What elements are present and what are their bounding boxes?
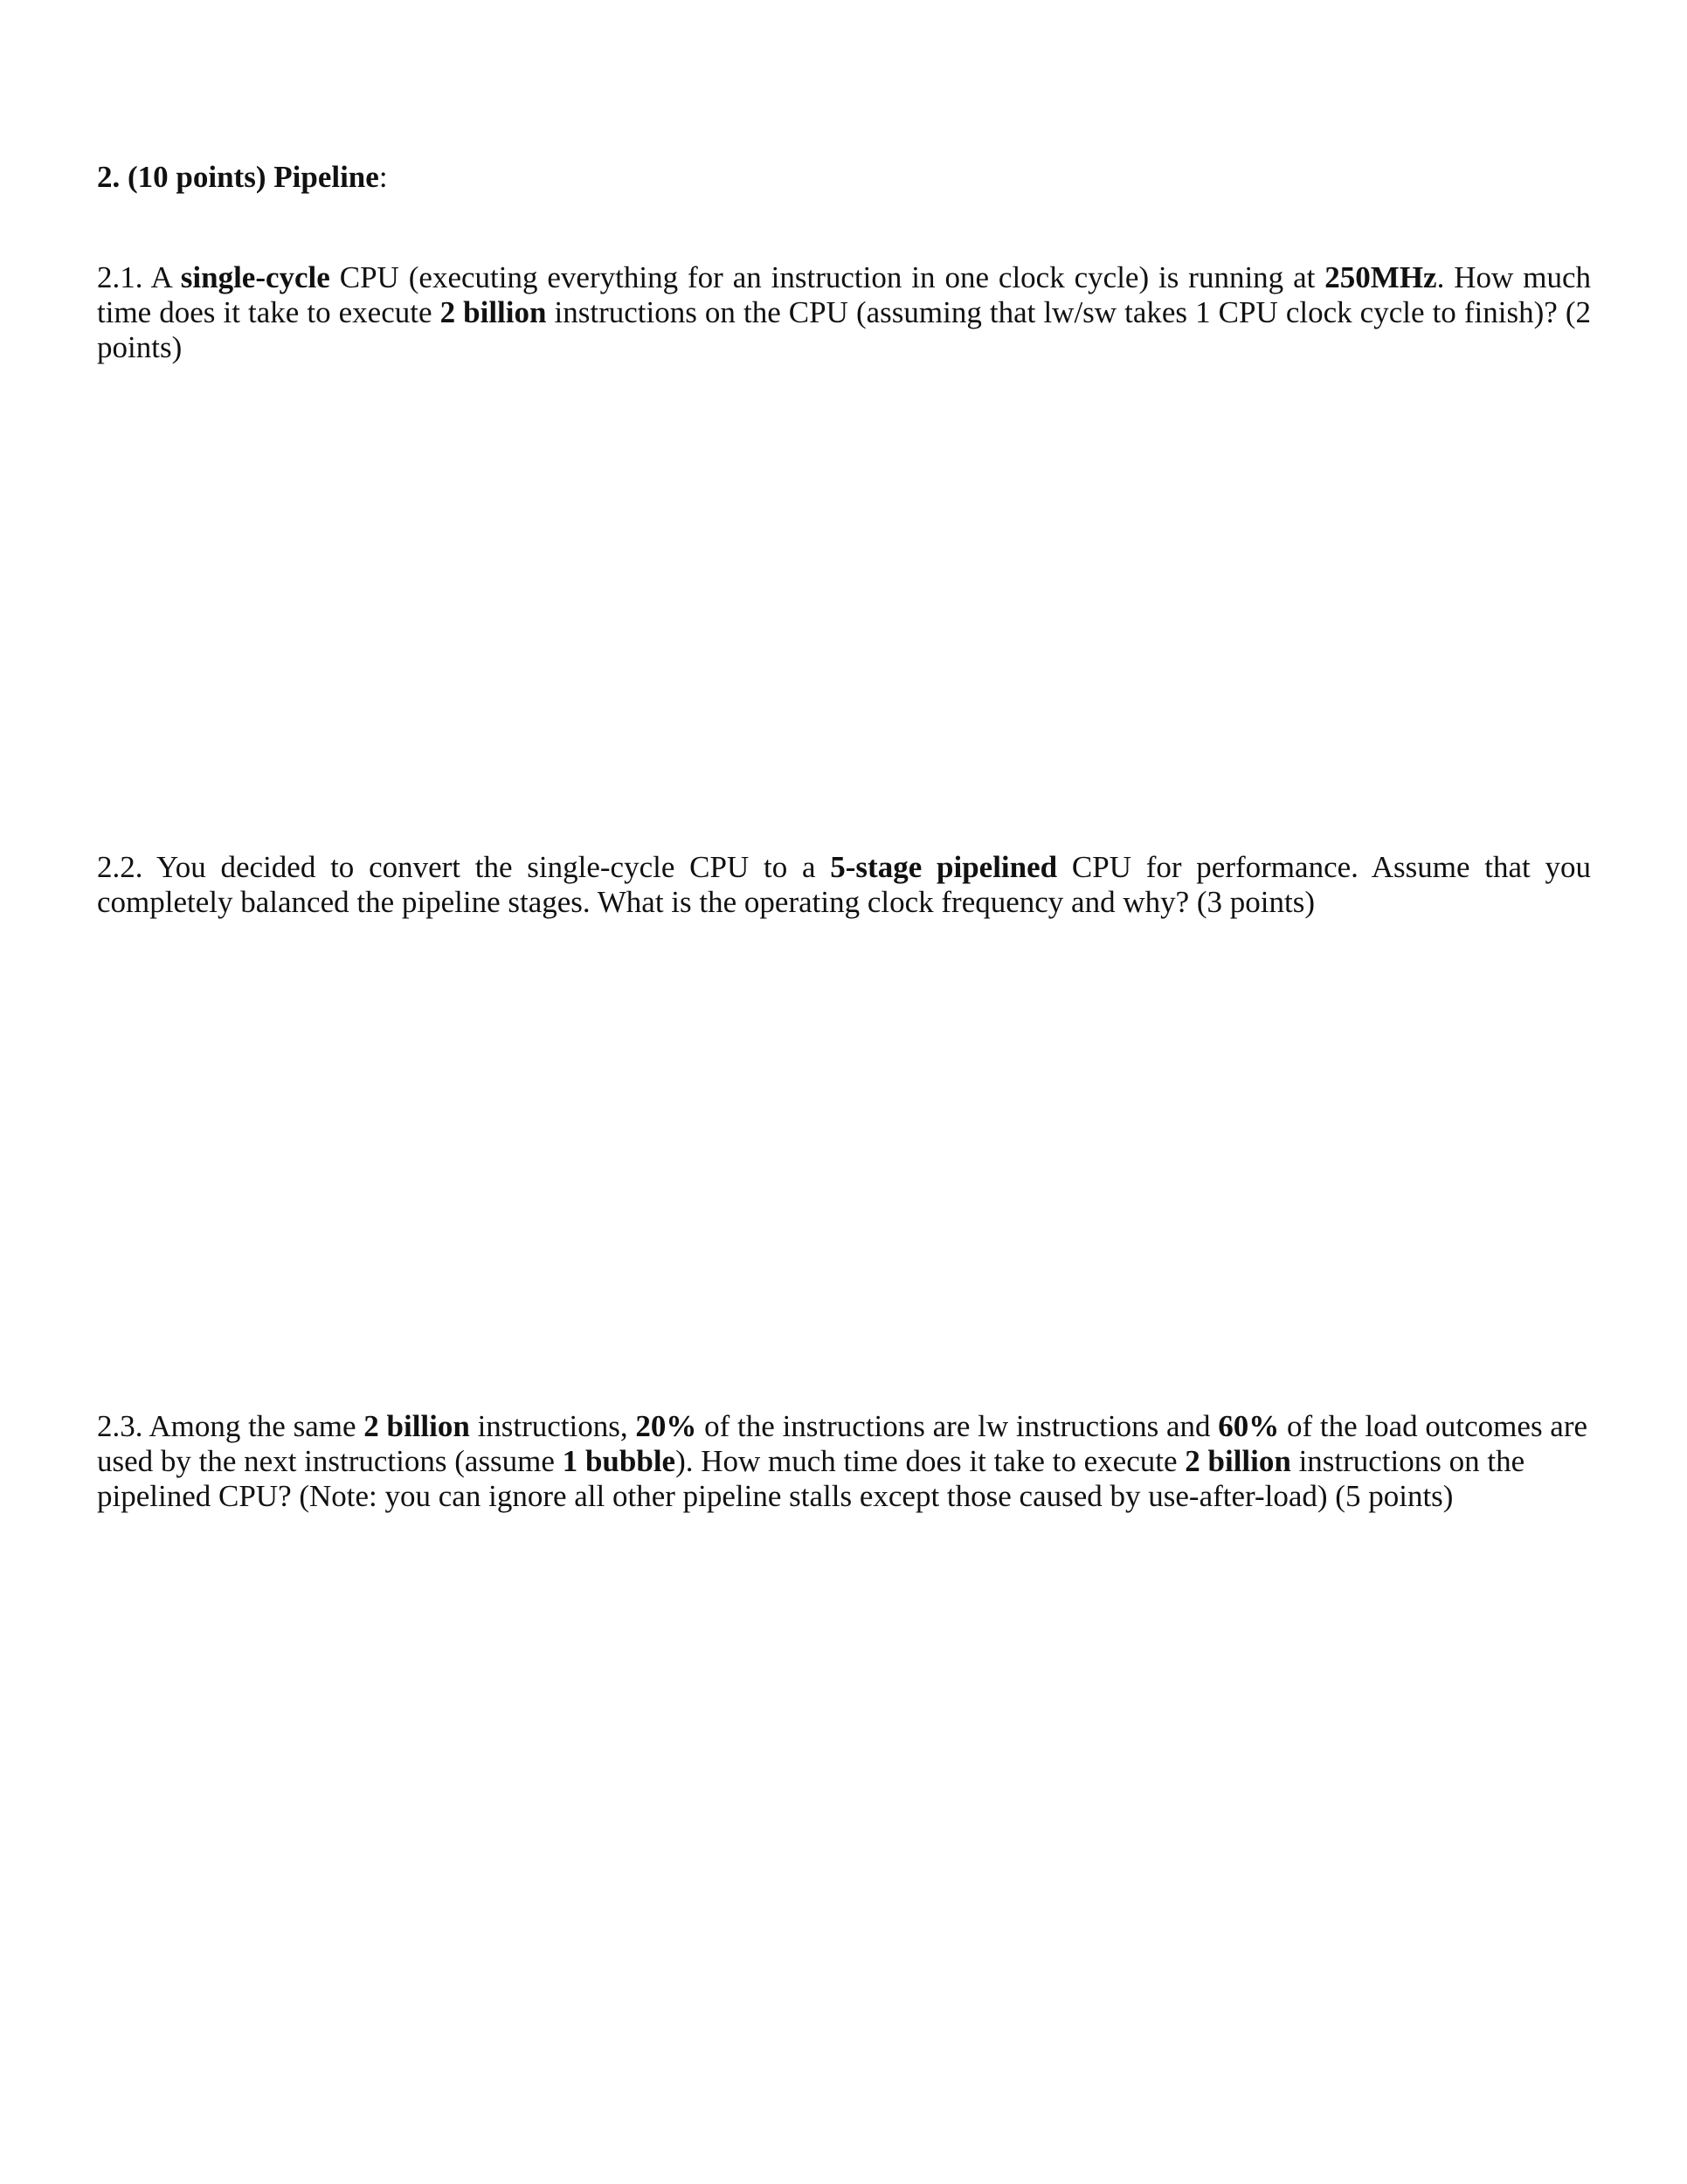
q3-bold-load-use-percent: 60% [1218,1409,1280,1443]
section-title: Pipeline [273,160,379,194]
q3-text-3: of the instructions are lw instructions and [696,1409,1219,1443]
q1-bold-single-cycle: single-cycle [180,260,330,294]
q3-bold-bubble: 1 bubble [562,1444,676,1478]
q1-bold-instruction-count: 2 billion [439,295,547,329]
section-points: (10 points) [128,160,266,194]
q2-text-1: 2.2. You decided to convert the single-cycle CPU to a [97,850,831,884]
q3-text-5: ). How much time does it take to execute [675,1444,1186,1478]
q1-text-1: 2.1. A [97,260,181,294]
q2-bold-pipeline: 5-stage pipelined [830,850,1058,884]
question-2-1 [97,260,1591,365]
q3-text-2: instructions, [469,1409,636,1443]
question-2-2 [97,850,1591,920]
q3-bold-lw-percent: 20% [635,1409,697,1443]
q1-bold-frequency: 250MHz [1324,260,1437,294]
section-number: 2. [97,160,121,194]
q2-text-2: CPU for performance. Assume that you completely balanced the pipeline stages. What is the operating clock frequency and why? (3 points) [97,850,1591,919]
q3-bold-instruction-count-2: 2 billion [1185,1444,1291,1478]
section-heading [97,160,388,195]
q3-text-6: instructions on the pipelined CPU? (Note: you can ignore all other pipeline stalls except those caused by use-after-load) (5 points) [97,1444,1525,1513]
q3-text-1: 2.3. Among the same [97,1409,364,1443]
section-colon: : [378,160,388,194]
q3-bold-instruction-count: 2 billion [363,1409,470,1443]
q1-text-4: instructions on the CPU (assuming that lw/sw takes 1 CPU clock cycle to finish)? (2 points) [97,295,1591,364]
q3-text-4: of the load outcomes are used by the next instructions (assume [97,1409,1588,1478]
q1-text-2: CPU (executing everything for an instruction in one clock cycle) is running at [329,260,1325,294]
question-2-3 [97,1409,1591,1514]
q1-text-3: . How much time does it take to execute [97,260,1591,329]
